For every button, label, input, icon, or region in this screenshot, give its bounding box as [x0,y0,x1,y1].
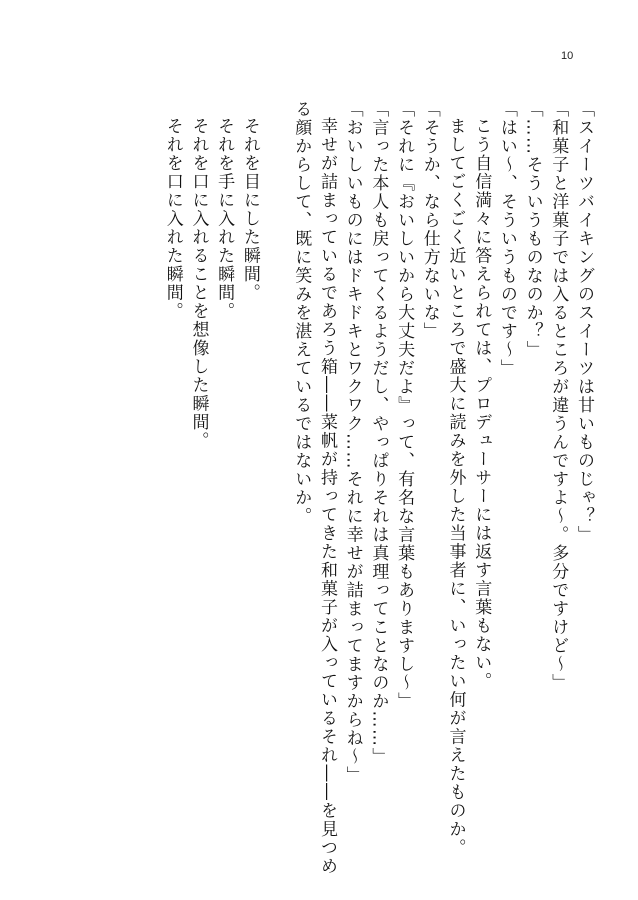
dialogue-line: 「和菓子と洋菓子では入るところが違うんですよ〜。多分ですけど〜」 [548,100,569,692]
narration-line: それを手に入れた瞬間。 [214,117,235,321]
narration-line: こう自信満々に答えられては、プロデューサーには返す言葉もない。 [471,117,492,691]
narration-line: ましてごくごく近いところで盛大に読みを外した当事者に、いったい何が言えたものか。 [445,117,466,857]
page-number: 10 [561,50,574,62]
narration-line: それを目にした瞬間。 [239,117,260,302]
dialogue-line: 「……そういうものなのか？」 [522,100,543,359]
dialogue-line: 「そうか、なら仕方ないな」 [419,100,440,341]
narration-line: それを口に入れた瞬間。 [162,117,183,321]
dialogue-line: 「はい〜、そういうものです〜」 [496,100,517,378]
dialogue-line: 「それに『おいしいから大丈夫だよ』って、有名な言葉もありますし〜」 [394,100,415,711]
narration-line: る顔からして、既に笑みを湛えているではないか。 [291,100,312,526]
blank-line [262,100,288,860]
narration-line: 幸せが詰まっているであろう箱――菜帆が持ってきた和菓子が入っているそれ――を見つめ [316,117,337,876]
narration-line: それを口に入れることを想像した瞬間。 [188,117,209,450]
dialogue-line: 「おいしいものにはドキドキとワクワク……それに幸せが詰まってますからね〜」 [342,100,363,785]
vertical-text-body [159,100,596,876]
dialogue-line: 「スイーツバイキングのスイーツは甘いものじゃ？」 [574,100,594,544]
dialogue-line: 「言った本人も戻ってくるようだし、やっぱりそれは真理ってことなのか……」 [368,100,389,766]
